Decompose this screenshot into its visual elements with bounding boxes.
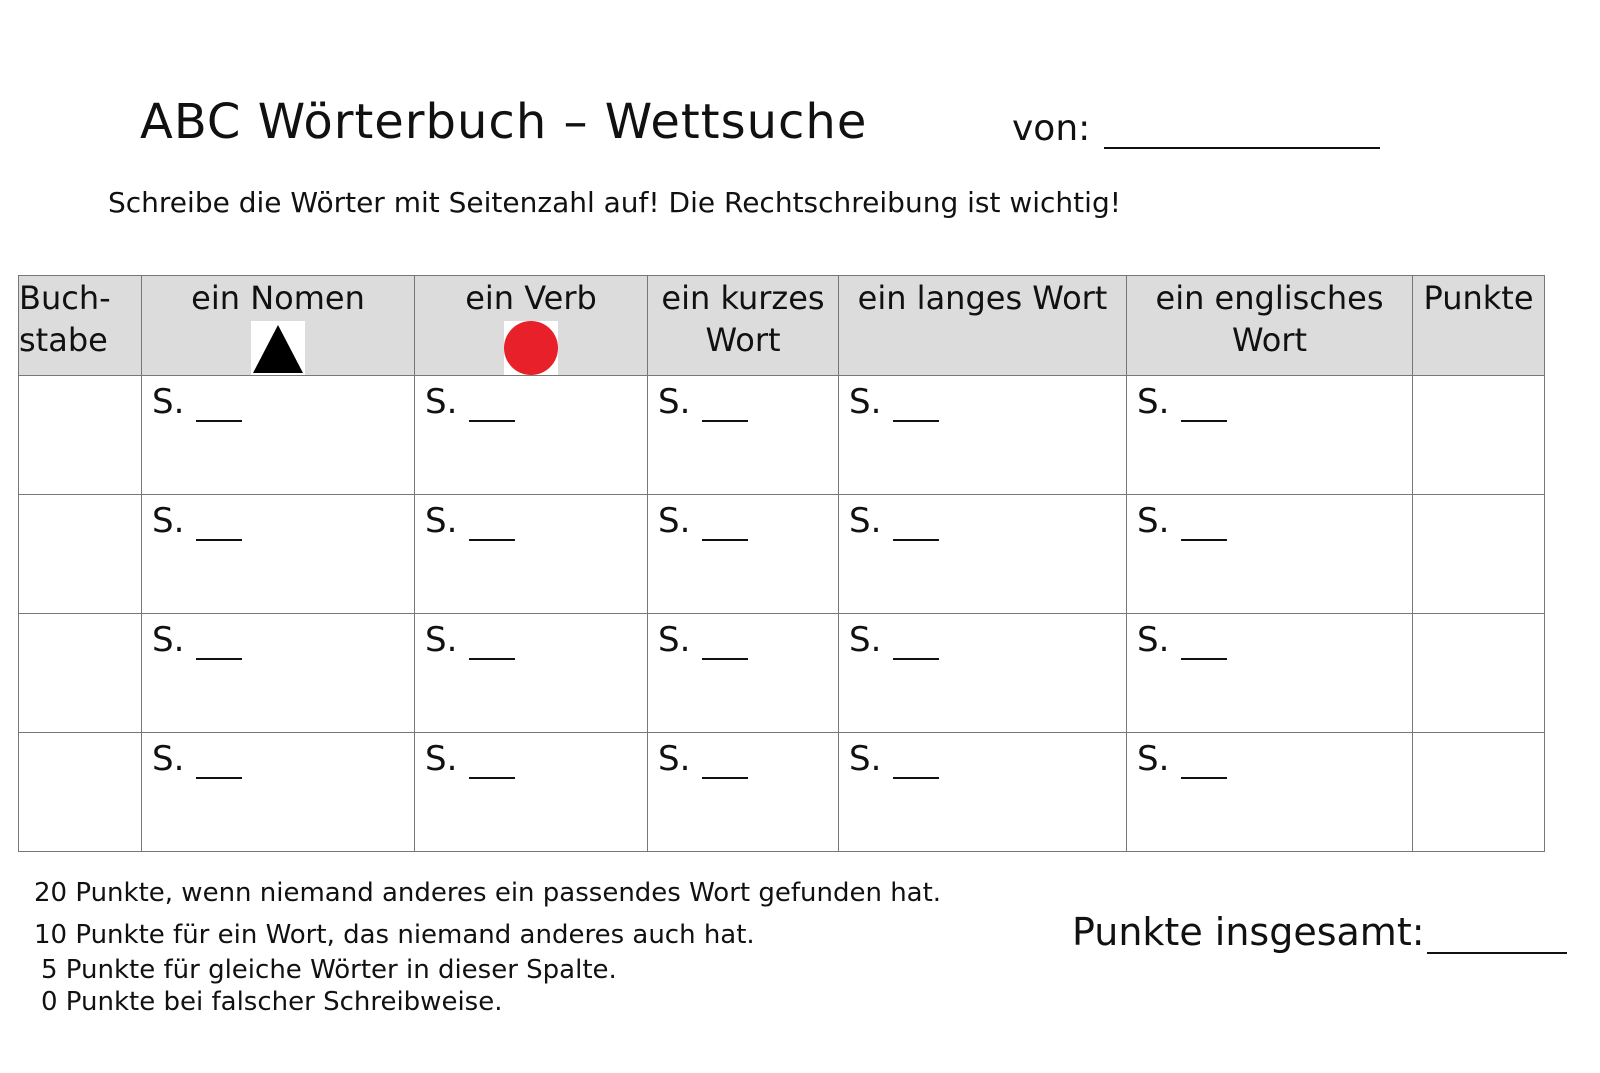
name-field (1012, 108, 1380, 149)
page-number-blank[interactable] (1181, 394, 1227, 422)
red-circle-icon (504, 321, 558, 375)
english-word-cell[interactable] (1127, 733, 1413, 852)
page-number-blank[interactable] (702, 632, 748, 660)
page-number-blank[interactable] (702, 513, 748, 541)
noun-cell[interactable] (142, 376, 415, 495)
name-label: von: (1012, 108, 1091, 149)
page-reference (142, 733, 414, 779)
page-number-blank[interactable] (196, 632, 242, 660)
page-number-blank[interactable] (1181, 632, 1227, 660)
page-reference (415, 614, 647, 660)
total-points-blank-line[interactable] (1427, 918, 1567, 954)
points-cell[interactable] (1413, 495, 1545, 614)
page-number-blank[interactable] (893, 394, 939, 422)
noun-cell[interactable] (142, 733, 415, 852)
name-blank-line[interactable] (1104, 113, 1380, 149)
table-header-row (19, 276, 1545, 376)
table-body (19, 376, 1545, 852)
points-cell[interactable] (1413, 614, 1545, 733)
page-number-blank[interactable] (702, 394, 748, 422)
header-noun: ein Nomen (142, 276, 415, 376)
page-reference (1127, 733, 1412, 779)
page-number-blank[interactable] (469, 513, 515, 541)
page-prefix: S. (849, 739, 882, 779)
page-reference (1127, 495, 1412, 541)
verb-cell[interactable] (415, 614, 648, 733)
english-word-cell[interactable] (1127, 376, 1413, 495)
page-prefix: S. (1137, 739, 1170, 779)
page-prefix: S. (425, 620, 458, 660)
page-number-blank[interactable] (196, 394, 242, 422)
page-number-blank[interactable] (196, 513, 242, 541)
header-short-word: ein kurzes Wort (648, 276, 839, 376)
word-search-table (18, 275, 1545, 852)
page-reference (648, 495, 838, 541)
letter-cell[interactable] (19, 614, 142, 733)
table-row (19, 495, 1545, 614)
worksheet-title: ABC Wörterbuch – Wettsuche (140, 94, 868, 150)
verb-cell[interactable] (415, 495, 648, 614)
letter-cell[interactable] (19, 376, 142, 495)
verb-cell[interactable] (415, 376, 648, 495)
page-prefix: S. (152, 501, 185, 541)
page-prefix: S. (425, 501, 458, 541)
noun-cell[interactable] (142, 495, 415, 614)
page-number-blank[interactable] (893, 751, 939, 779)
page-number-blank[interactable] (469, 751, 515, 779)
page-number-blank[interactable] (893, 513, 939, 541)
page-reference (142, 495, 414, 541)
short-word-cell[interactable] (648, 376, 839, 495)
page-number-blank[interactable] (893, 632, 939, 660)
short-word-cell[interactable] (648, 495, 839, 614)
header-points: Punkte (1413, 276, 1545, 376)
rule-10-points: 10 Punkte für ein Wort, das niemand anderes auch hat. (34, 920, 755, 950)
header-english-word: ein englisches Wort (1127, 276, 1413, 376)
header-long-word: ein langes Wort (839, 276, 1127, 376)
page-prefix: S. (425, 739, 458, 779)
page-prefix: S. (152, 739, 185, 779)
page-reference (839, 495, 1126, 541)
page-reference (648, 733, 838, 779)
page-prefix: S. (1137, 382, 1170, 422)
rule-5-points: 5 Punkte für gleiche Wörter in dieser Spalte. (41, 955, 617, 985)
page-prefix: S. (425, 382, 458, 422)
page-reference (839, 614, 1126, 660)
rule-20-points: 20 Punkte, wenn niemand anderes ein passendes Wort gefunden hat. (34, 878, 942, 908)
long-word-cell[interactable] (839, 376, 1127, 495)
english-word-cell[interactable] (1127, 495, 1413, 614)
letter-cell[interactable] (19, 495, 142, 614)
page-number-blank[interactable] (469, 394, 515, 422)
page-prefix: S. (1137, 620, 1170, 660)
page-number-blank[interactable] (469, 632, 515, 660)
page-reference (839, 733, 1126, 779)
total-points-field (1072, 910, 1567, 954)
page-reference (1127, 614, 1412, 660)
page-reference (142, 614, 414, 660)
page-prefix: S. (1137, 501, 1170, 541)
page-prefix: S. (849, 501, 882, 541)
page-prefix: S. (658, 739, 691, 779)
page-number-blank[interactable] (1181, 751, 1227, 779)
noun-cell[interactable] (142, 614, 415, 733)
short-word-cell[interactable] (648, 733, 839, 852)
letter-cell[interactable] (19, 733, 142, 852)
points-cell[interactable] (1413, 733, 1545, 852)
page-prefix: S. (152, 382, 185, 422)
page-reference (415, 376, 647, 422)
table-row (19, 733, 1545, 852)
header-verb: ein Verb (415, 276, 648, 376)
short-word-cell[interactable] (648, 614, 839, 733)
page-reference (415, 733, 647, 779)
page-prefix: S. (658, 620, 691, 660)
page-number-blank[interactable] (1181, 513, 1227, 541)
page-prefix: S. (849, 620, 882, 660)
page-reference (415, 495, 647, 541)
long-word-cell[interactable] (839, 733, 1127, 852)
verb-cell[interactable] (415, 733, 648, 852)
page-reference (648, 614, 838, 660)
page-reference (1127, 376, 1412, 422)
english-word-cell[interactable] (1127, 614, 1413, 733)
page-reference (839, 376, 1126, 422)
total-points-label: Punkte insgesamt: (1072, 910, 1425, 954)
page-reference (142, 376, 414, 422)
header-letter: Buch- stabe (19, 276, 142, 376)
page-reference (648, 376, 838, 422)
long-word-cell[interactable] (839, 495, 1127, 614)
long-word-cell[interactable] (839, 614, 1127, 733)
table-row (19, 614, 1545, 733)
points-cell[interactable] (1413, 376, 1545, 495)
table-row (19, 376, 1545, 495)
instruction-text: Schreibe die Wörter mit Seitenzahl auf! Die Rechtschreibung ist wichtig! (108, 186, 1121, 219)
page-prefix: S. (152, 620, 185, 660)
page-prefix: S. (658, 382, 691, 422)
rule-0-points: 0 Punkte bei falscher Schreibweise. (41, 987, 503, 1017)
page-number-blank[interactable] (196, 751, 242, 779)
page-prefix: S. (849, 382, 882, 422)
page-number-blank[interactable] (702, 751, 748, 779)
black-triangle-icon (251, 321, 305, 375)
page-prefix: S. (658, 501, 691, 541)
